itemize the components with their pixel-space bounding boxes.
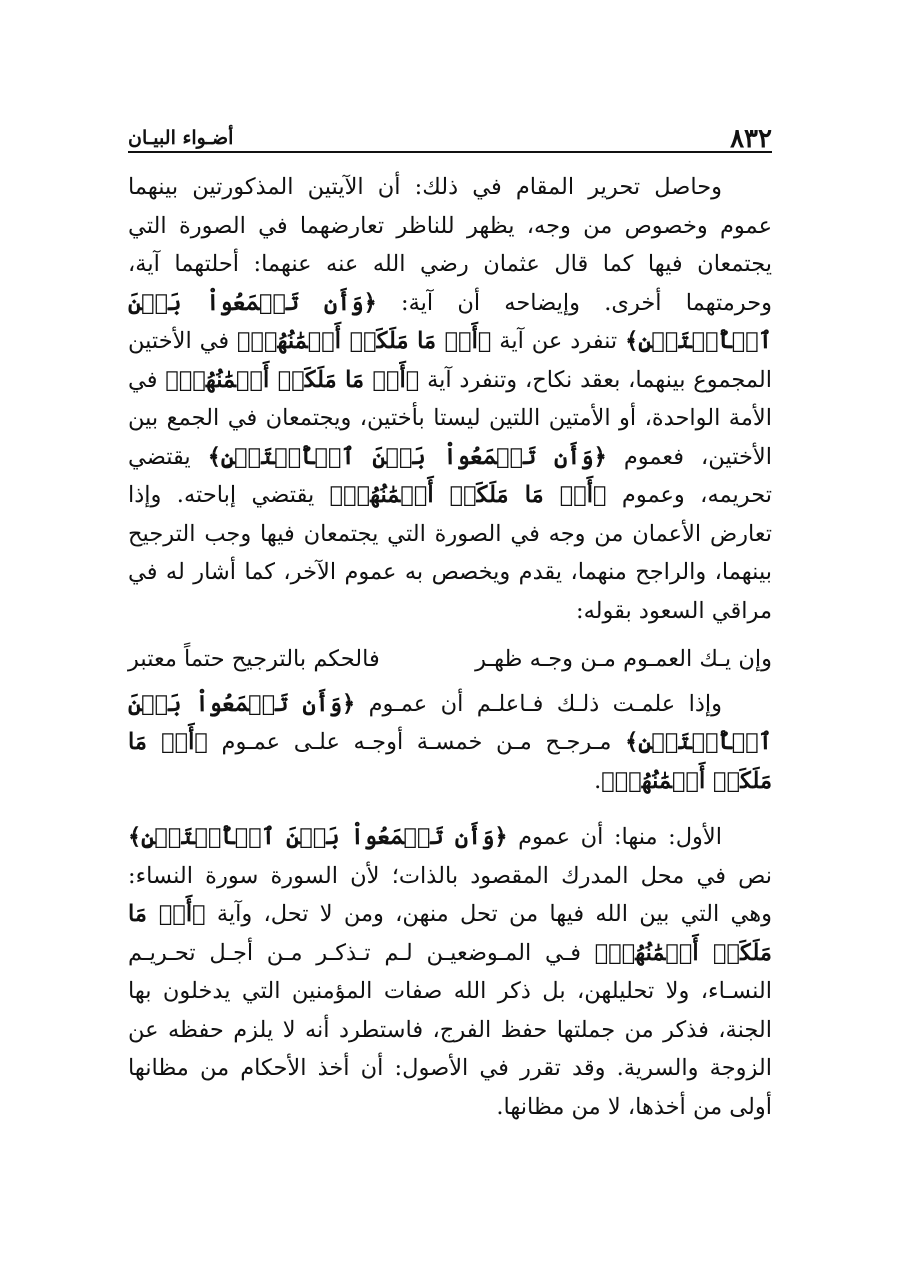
text-segment: يقتضي إباحته. وإذا تعارض الأعمان من وجه في الصورة التي يجتمعان فيها وجب الترجيح بينهما، والراجح منهما، يقدم ويخصص به عموم الآخر، كما أشار له في مراقي السعود بقوله: bbox=[128, 482, 772, 624]
text-segment: في الأختين المجموع بينهما، بعقد نكاح، وتنفرد آية bbox=[128, 328, 772, 393]
text-segment: في الأمة الواحدة، أو الأمتين اللتين ليستا بأختين، ويجتمعان في الجمع بين الأختين، فعموم bbox=[128, 366, 772, 470]
poem-verse bbox=[128, 640, 772, 679]
quran-verse-malakat: ﴿أَوۡ مَا مَلَكَتۡ أَيۡمَٰنُهُمۡ﴾ bbox=[128, 901, 772, 966]
text-segment: وإذا علمـت ذلـك فـاعلـم أن عمـوم bbox=[368, 690, 722, 717]
page-body bbox=[128, 168, 772, 1126]
verse-second-hemistich: فالحكم بالترجيح حتماً معتبر bbox=[128, 646, 380, 672]
book-title: أضـواء البيـان bbox=[128, 127, 234, 149]
text-segment: نص في محل المدرك المقصود بالذات؛ لأن السورة سورة النساء: وهي التي بين الله فيها من تحل منهن، ومن لا تحل، وآية bbox=[128, 862, 772, 927]
quran-verse-ukhtayn: ﴿وَأَن تَجۡمَعُواْ بَيۡنَ ٱلۡأُخۡتَيۡنِ﴾ bbox=[128, 690, 772, 755]
text-segment: الأول: منها: أن عموم bbox=[518, 824, 722, 850]
text-segment: . bbox=[594, 767, 602, 794]
quran-verse-ukhtayn: ﴿وَأَن تَجۡمَعُواْ بَيۡنَ ٱلۡأُخۡتَيۡنِ﴾ bbox=[128, 824, 508, 850]
quran-verse-malakat: ﴿أَوۡ مَا مَلَكَتۡ أَيۡمَٰنُهُمۡ﴾ bbox=[329, 482, 607, 508]
paragraph-first-reason bbox=[128, 818, 772, 1126]
quran-verse-ukhtayn: ﴿وَأَن تَجۡمَعُواْ بَيۡنَ ٱلۡأُخۡتَيۡنِ﴾ bbox=[207, 443, 607, 470]
text-segment: فـي المـوضعيـن لـم تـذكـر مـن أجـل تحـريـم النسـاء، ولا تحليلهن، بل ذكر الله صفات المؤمنين التي يدخلون بها الجنة، فذكر من جملتها حفظ الفرج، فاستطرد أنه لا يلزم حفظه عن الزوجة والسرية. وقد تقرر في الأصول: أن أخذ الأحكام من مظانها أولى من أخذها، لا من مظانها. bbox=[128, 939, 772, 1120]
text-segment: مـرجـح مـن خمسـة أوجـه علـى عمـوم bbox=[221, 729, 612, 755]
paragraph-reconciliation bbox=[128, 168, 772, 630]
quran-verse-malakat: ﴿أَوۡ مَا مَلَكَتۡ أَيۡمَٰنُهُمۡ﴾ bbox=[237, 328, 492, 354]
text-segment: يقتضي تحريمه، وعموم bbox=[128, 443, 772, 508]
header-divider bbox=[128, 151, 772, 153]
page-number: ٨٣٢ bbox=[730, 124, 772, 154]
quran-verse-ukhtayn: ﴿وَأَن تَجۡمَعُواْ بَيۡنَ ٱلۡأُخۡتَيۡنِ﴾ bbox=[128, 289, 772, 354]
text-segment: تنفرد عن آية bbox=[499, 328, 618, 354]
verse-first-hemistich: وإن يـك العمـوم مـن وجـه ظهـر bbox=[475, 646, 772, 672]
page-header bbox=[128, 112, 772, 152]
quran-verse-malakat: ﴿أَوۡ مَا مَلَكَتۡ أَيۡمَٰنُهُمۡ﴾ bbox=[128, 729, 772, 794]
text-segment: وحاصل تحرير المقام في ذلك: أن الآيتين المذكورتين بينهما عموم وخصوص من وجه، يظهر للناظر تعارضهما في الصورة التي يجتمعان فيها كما قال عثمان رضي الله عنه عنهما: أحلتهما آية، وحرمتهما أخرى. وإيضاحه أن آية: bbox=[128, 174, 772, 316]
quran-verse-malakat: ﴿أَوۡ مَا مَلَكَتۡ أَيۡمَٰنُهُمۡ﴾ bbox=[165, 366, 420, 393]
paragraph-preference bbox=[128, 685, 772, 801]
